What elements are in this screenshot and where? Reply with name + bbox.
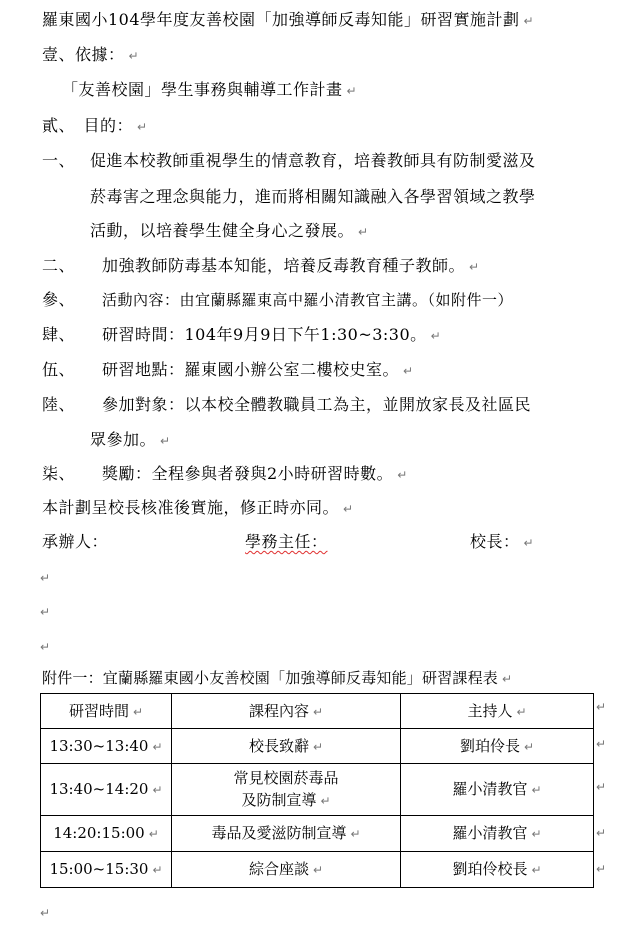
cell-time: [41, 816, 172, 852]
item-5-text: [102, 360, 414, 381]
purpose-heading-text: 貳、 目的：: [42, 116, 134, 135]
cell-host: [401, 852, 594, 888]
cell-host-text: 羅小清教官: [452, 780, 528, 798]
cell-host-text: 劉珀伶校長: [452, 860, 528, 878]
paragraph-mark-icon: ↵: [346, 84, 358, 98]
paragraph-mark-icon: ↵: [128, 49, 140, 63]
item-6-line-1: [102, 395, 531, 415]
sign-director-label: 學務主任：: [245, 532, 328, 551]
row-end-mark-icon: ↵: [596, 826, 607, 840]
basis-text-content: 「友善校園」學生事務與輔導工作計畫: [62, 80, 343, 99]
header-host-text: 主持人: [467, 701, 513, 720]
cell-host: [401, 816, 594, 852]
document-title: [42, 10, 534, 31]
item-1-line-1: [90, 151, 536, 171]
basis-heading-text: 壹、依據：: [42, 45, 125, 64]
item-4-num-text: 肆、: [42, 325, 76, 344]
item-7-number: [42, 464, 75, 484]
paragraph-mark-icon: ↵: [430, 329, 442, 343]
sign-principal: [470, 532, 534, 553]
item-5-number: [42, 360, 75, 380]
paragraph-mark-icon: ↵: [403, 364, 414, 378]
basis-text: [62, 80, 357, 101]
attachment-caption-text: 附件一：宜蘭縣羅東國小友善校園「加強導師反毒知能」研習課程表: [42, 669, 499, 687]
paragraph-mark-icon: ↵: [523, 536, 535, 550]
header-cell-time: [41, 694, 172, 729]
item-3-number: [42, 290, 75, 310]
item-4-text-content: 研習時間：104年9月9日下午1:30~3:30。: [102, 325, 427, 344]
cell-content-line-1: [172, 767, 400, 789]
cell-content: [172, 852, 401, 888]
paragraph-mark-icon: ↵: [137, 120, 148, 134]
cell-content-text: 綜合座談: [248, 860, 309, 878]
cell-host: [401, 729, 594, 764]
row-end-mark-icon: ↵: [596, 737, 607, 751]
sign-principal-label: 校長：: [470, 532, 520, 551]
basis-heading: [42, 45, 139, 66]
title-text: 羅東國小104學年度友善校園「加強導師反毒知能」研習實施計劃: [42, 10, 520, 29]
item-7-num-text: 柒、: [42, 464, 76, 483]
item-4-text: [102, 325, 441, 346]
header-content-text: 課程內容: [248, 701, 309, 720]
cell-mark-icon: ↵: [531, 783, 542, 797]
paragraph-mark-icon: ↵: [358, 225, 369, 239]
item-6-number: [42, 395, 75, 415]
cell-mark-icon: ↵: [152, 863, 163, 877]
row-end-mark-icon: ↵: [596, 700, 607, 714]
header-cell-content: [172, 694, 401, 729]
table-header-row: [41, 694, 594, 729]
table-row: [41, 729, 594, 764]
cell-time-text: 15:00~15:30: [49, 860, 149, 878]
schedule-table: [40, 693, 594, 888]
item-1-number: [42, 151, 75, 171]
closing-text: 本計劃呈校長核准後實施，修正時亦同。: [42, 498, 340, 517]
item-7-text-content: 獎勵：全程參與者發與2小時研習時數。: [102, 464, 394, 483]
item-1-line-1-text: 促進本校教師重視學生的情意教育，培養教師具有防制愛滋及: [90, 151, 536, 170]
paragraph-mark-icon: ↵: [40, 571, 51, 585]
cell-host: [401, 764, 594, 816]
row-end-mark-icon: ↵: [596, 780, 607, 794]
cell-mark-icon: ↵: [152, 739, 163, 754]
row-end-mark-icon: ↵: [596, 862, 607, 876]
sign-director: [245, 532, 328, 552]
item-2-text-content: 加強教師防毒基本知能，培養反毒教育種子教師。: [102, 256, 466, 275]
paragraph-mark-icon: ↵: [40, 906, 51, 920]
cell-mark-icon: ↵: [320, 794, 331, 808]
item-4-number: [42, 325, 75, 345]
item-1-line-3-text: 活動，以培養學生健全身心之發展。: [90, 221, 355, 240]
cell-mark-icon: ↵: [152, 783, 163, 797]
cell-time-text: 13:40~14:20: [49, 780, 149, 798]
cell-mark-icon: ↵: [312, 863, 324, 877]
cell-host-text: 劉珀伶長: [459, 736, 520, 755]
cell-time-text: 13:30~13:40: [49, 736, 149, 755]
cell-mark-icon: ↵: [531, 827, 542, 841]
cell-mark-icon: ↵: [350, 827, 361, 841]
item-7-text: [102, 464, 408, 485]
closing-statement: [42, 498, 354, 519]
paragraph-mark-icon: ↵: [40, 605, 51, 619]
item-1-line-3: [90, 221, 369, 242]
empty-paragraph: [40, 636, 51, 657]
cell-content-text: 常見校園菸毒品: [233, 769, 339, 787]
cell-mark-icon: ↵: [523, 739, 535, 754]
cell-mark-icon: ↵: [132, 704, 144, 719]
paragraph-mark-icon: ↵: [160, 434, 171, 448]
table-row: [41, 852, 594, 888]
paragraph-mark-icon: ↵: [343, 502, 354, 516]
paragraph-mark-icon: ↵: [40, 640, 51, 654]
empty-paragraph: [40, 902, 51, 923]
cell-content-text: 及防制宣導: [241, 791, 317, 809]
item-1-line-2-text: 菸毒害之理念與能力，進而將相關知識融入各學習領域之教學: [90, 187, 536, 206]
item-5-text-content: 研習地點：羅東國小辦公室二樓校史室。: [102, 360, 400, 379]
cell-time: [41, 852, 172, 888]
item-3-text: [102, 290, 513, 310]
item-3-num-text: 參、: [42, 290, 76, 309]
cell-content: [172, 729, 401, 764]
cell-host-text: 羅小清教官: [452, 824, 528, 842]
item-1-line-2: [90, 187, 536, 207]
empty-paragraph: [40, 567, 51, 588]
sign-organizer-label: 承辦人：: [42, 532, 109, 551]
cell-content-text: 校長致辭: [248, 736, 309, 755]
item-6-line-1-text: 參加對象：以本校全體教職員工為主，並開放家長及社區民: [102, 395, 532, 414]
cell-content-text: 毒品及愛滋防制宣導: [211, 824, 347, 842]
cell-mark-icon: ↵: [148, 827, 159, 841]
item-3-text-content: 活動內容：由宜蘭縣羅東高中羅小清教官主講。（如附件一）: [102, 291, 514, 309]
attachment-caption: [42, 668, 512, 689]
cell-mark-icon: ↵: [312, 704, 324, 719]
empty-paragraph: [40, 601, 51, 622]
cell-content: [172, 764, 401, 816]
purpose-heading: [42, 116, 148, 137]
paragraph-mark-icon: ↵: [502, 672, 513, 686]
cell-time: [41, 764, 172, 816]
paragraph-mark-icon: ↵: [469, 260, 480, 274]
table-row: [41, 764, 594, 816]
cell-mark-icon: ↵: [312, 739, 324, 754]
header-time-text: 研習時間: [68, 701, 129, 720]
item-2-text: [102, 256, 480, 277]
item-2-number: [42, 256, 75, 276]
item-6-line-2: [90, 430, 171, 451]
cell-mark-icon: ↵: [516, 704, 527, 719]
cell-time-text: 14:20:15:00: [53, 824, 145, 842]
cell-content-line-2: [172, 789, 400, 812]
header-cell-host: [401, 694, 594, 729]
paragraph-mark-icon: ↵: [397, 468, 408, 482]
item-2-num-text: 二、: [42, 256, 76, 275]
paragraph-mark-icon: ↵: [523, 14, 535, 28]
item-6-num-text: 陸、: [42, 395, 76, 414]
table-row: [41, 816, 594, 852]
sign-organizer: [42, 532, 108, 552]
item-6-line-2-text: 眾參加。: [90, 430, 157, 449]
cell-mark-icon: ↵: [531, 863, 542, 877]
item-5-num-text: 伍、: [42, 360, 76, 379]
cell-time: [41, 729, 172, 764]
item-1-num-text: 一、: [42, 151, 76, 170]
cell-content: [172, 816, 401, 852]
